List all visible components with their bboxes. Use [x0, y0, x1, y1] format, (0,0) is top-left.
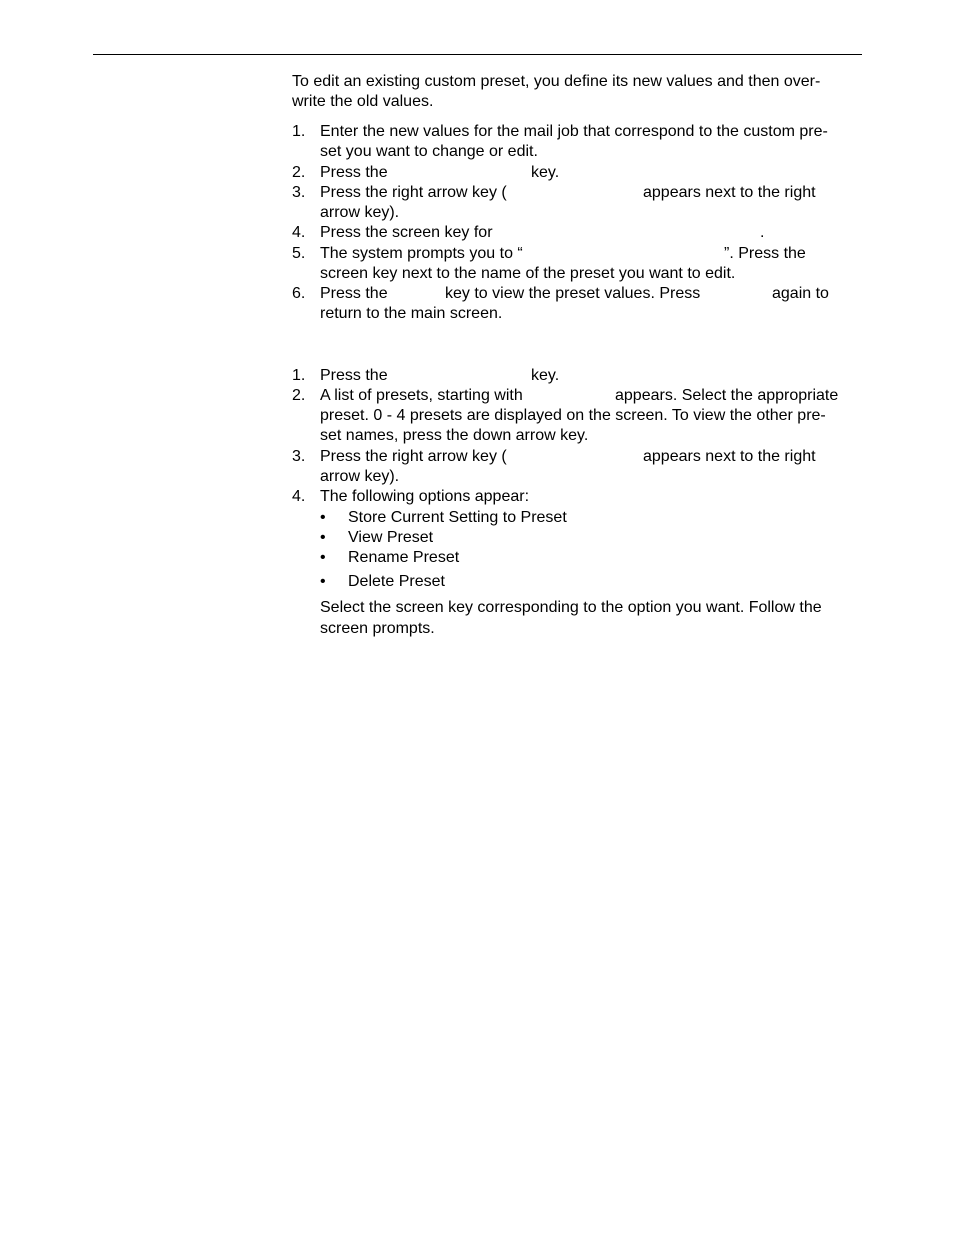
view-step-2-text-b: appears. Select the appropriate — [615, 387, 839, 404]
edit-step-5-number: 5. — [292, 245, 306, 262]
edit-step-1-line-1: Enter the new values for the mail job that correspond to the custom pre- — [320, 123, 828, 140]
view-step-3-number: 3. — [292, 448, 306, 465]
intro-line-1: To edit an existing custom preset, you define its new values and then over- — [292, 73, 821, 90]
view-step-3-text-b: appears next to the right — [643, 448, 816, 465]
edit-step-3-line-2: arrow key). — [320, 204, 400, 221]
view-step-2-line-2: preset. 0 - 4 presets are displayed on the screen. To view the other pre- — [320, 407, 826, 424]
bullet-icon: • — [320, 573, 326, 590]
view-step-3-line-2: arrow key). — [320, 468, 400, 485]
view-step-1-text-a: Press the — [320, 367, 388, 384]
closing-line-1: Select the screen key corresponding to the option you want. Follow the — [320, 599, 822, 616]
edit-step-2-text-b: key. — [531, 164, 560, 181]
header-rule — [93, 54, 862, 55]
edit-step-5-line-2: screen key next to the name of the preset you want to edit. — [320, 265, 736, 282]
edit-step-4-text-b: . — [760, 224, 765, 241]
option-delete-preset: Delete Preset — [348, 573, 445, 590]
edit-step-3-number: 3. — [292, 184, 306, 201]
bullet-icon: • — [320, 529, 326, 546]
edit-step-6-number: 6. — [292, 285, 306, 302]
edit-step-2-number: 2. — [292, 164, 306, 181]
view-step-2-number: 2. — [292, 387, 306, 404]
edit-step-1-line-2: set you want to change or edit. — [320, 143, 538, 160]
option-store-current-setting: Store Current Setting to Preset — [348, 509, 567, 526]
edit-step-5-text-b: ”. Press the — [724, 245, 806, 262]
view-step-1-text-b: key. — [531, 367, 560, 384]
view-step-1-number: 1. — [292, 367, 306, 384]
intro-line-2: write the old values. — [292, 93, 434, 110]
edit-step-4-text-a: Press the screen key for — [320, 224, 493, 241]
edit-step-6-text-a: Press the — [320, 285, 388, 302]
view-step-3-text-a: Press the right arrow key ( — [320, 448, 507, 465]
edit-step-2-text-a: Press the — [320, 164, 388, 181]
view-step-2-line-3: set names, press the down arrow key. — [320, 427, 589, 444]
edit-step-4-number: 4. — [292, 224, 306, 241]
edit-step-3-text-a: Press the right arrow key ( — [320, 184, 507, 201]
view-step-2-text-a: A list of presets, starting with — [320, 387, 523, 404]
edit-step-6-text-b: key to view the preset values. Press — [445, 285, 701, 302]
option-rename-preset: Rename Preset — [348, 549, 460, 566]
view-step-4-text-a: The following options appear: — [320, 488, 530, 505]
edit-step-3-text-b: appears next to the right — [643, 184, 816, 201]
bullet-icon: • — [320, 509, 326, 526]
edit-step-6-text-c: again to — [772, 285, 829, 302]
edit-step-1-number: 1. — [292, 123, 306, 140]
edit-step-5-text-a: The system prompts you to “ — [320, 245, 523, 262]
bullet-icon: • — [320, 549, 326, 566]
option-view-preset: View Preset — [348, 529, 434, 546]
view-step-4-number: 4. — [292, 488, 306, 505]
edit-step-6-line-2: return to the main screen. — [320, 305, 503, 322]
closing-line-2: screen prompts. — [320, 620, 435, 637]
